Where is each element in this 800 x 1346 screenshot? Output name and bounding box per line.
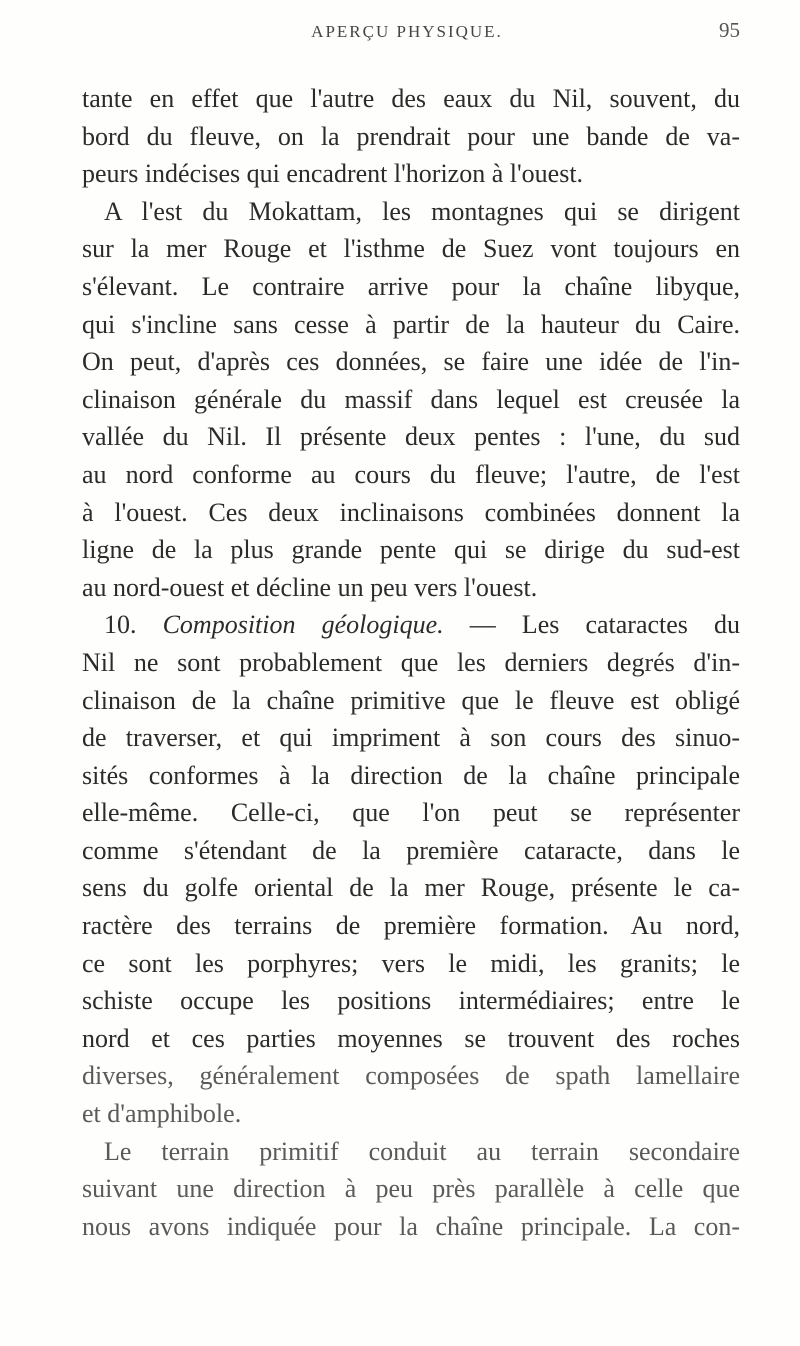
text-line: ractère des terrains de première formation. Au nord, <box>82 911 740 941</box>
text-line: peurs indécises qui encadrent l'horizon à l'ouest. <box>82 159 584 189</box>
text-line: nous avons indiquée pour la chaîne principale. La con- <box>82 1211 740 1241</box>
text-line: sens du golfe oriental de la mer Rouge, présente le ca- <box>82 873 740 903</box>
text-line: de traverser, et qui impriment à son cours des sinuo- <box>82 723 740 753</box>
section-title: Composition géologique. <box>162 610 444 640</box>
page-number: 95 <box>719 18 740 42</box>
running-title: APERÇU PHYSIQUE. <box>311 22 503 41</box>
text-line: ligne de la plus grande pente qui se dirige du sud-est <box>82 535 740 565</box>
text-line: au nord-ouest et décline un peu vers l'ouest. <box>82 572 538 602</box>
text-line: vallée du Nil. Il présente deux pentes : l'une, du sud <box>82 422 740 452</box>
text-line: bord du fleuve, on la prendrait pour une bande de va- <box>82 121 740 151</box>
text-line: Nil ne sont probablement que les derniers degrés d'in- <box>82 647 740 677</box>
text-line: sur la mer Rouge et l'isthme de Suez vont toujours en <box>82 234 740 264</box>
text-line: et d'amphibole. <box>82 1099 242 1129</box>
text-line: à l'ouest. Ces deux inclinaisons combinées donnent la <box>82 497 740 527</box>
body-text <box>82 80 740 1245</box>
section-heading-line <box>82 606 740 644</box>
text-line: tante en effet que l'autre des eaux du Nil, souvent, du <box>82 84 740 113</box>
text-line: ce sont les porphyres; vers le midi, les granits; le <box>82 948 740 978</box>
text-line: s'élevant. Le contraire arrive pour la chaîne libyque, <box>82 271 740 301</box>
running-head <box>82 14 740 54</box>
section-first-line: — Les cataractes du <box>469 610 740 640</box>
text-line: sités conformes à la direction de la chaîne principale <box>82 760 740 790</box>
text-line: qui s'incline sans cesse à partir de la hauteur du Caire. <box>82 309 740 339</box>
text-line: clinaison de la chaîne primitive que le fleuve est obligé <box>82 685 740 715</box>
text-line: A l'est du Mokattam, les montagnes qui se dirigent <box>104 196 740 226</box>
text-line: elle-même. Celle-ci, que l'on peut se représenter <box>82 798 740 828</box>
text-line: nord et ces parties moyennes se trouvent des roches <box>82 1023 740 1053</box>
text-line: On peut, d'après ces données, se faire une idée de l'in- <box>82 347 740 377</box>
text-line: clinaison générale du massif dans lequel est creusée la <box>82 384 740 414</box>
text-line: au nord conforme au cours du fleuve; l'autre, de l'est <box>82 459 740 489</box>
text-line: Le terrain primitif conduit au terrain secondaire <box>104 1136 740 1166</box>
section-number: 10. <box>104 610 137 640</box>
text-line: schiste occupe les positions intermédiaires; entre le <box>82 986 740 1016</box>
text-line: comme s'étendant de la première cataracte, dans le <box>82 835 740 865</box>
text-line: diverses, généralement composées de spath lamellaire <box>82 1061 740 1091</box>
text-line: suivant une direction à peu près parallèle à celle que <box>82 1174 740 1204</box>
